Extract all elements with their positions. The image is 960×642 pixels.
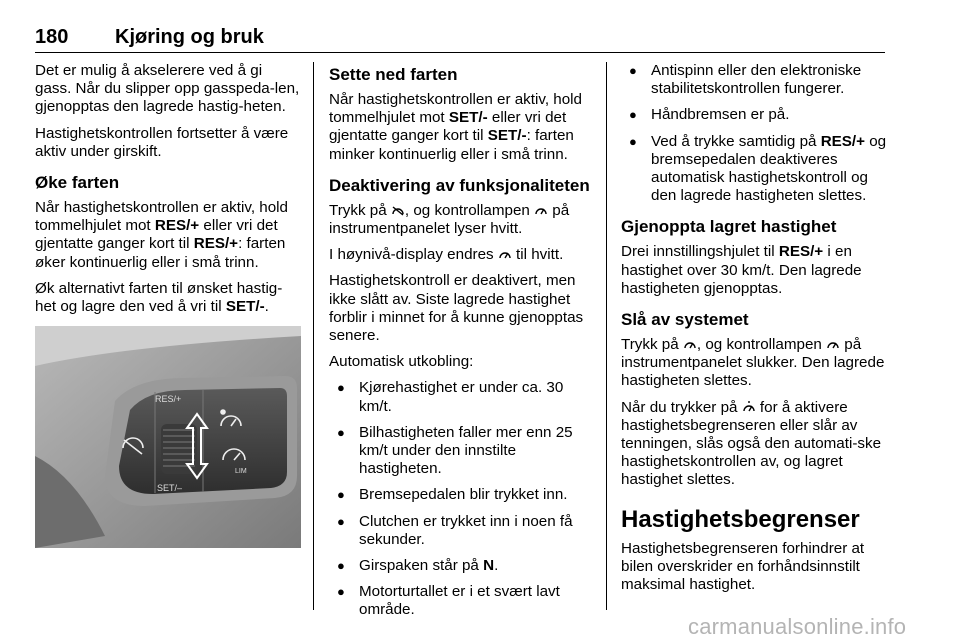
steering-wheel-controls-image xyxy=(35,326,301,548)
list-item: ● Bremsepedalen blir trykket inn. xyxy=(329,486,595,504)
page-number: 180 xyxy=(35,26,69,48)
cruise-control-lamp-icon xyxy=(826,338,840,350)
auto-disengage-list xyxy=(329,379,595,619)
paragraph: Det er mulig å akselerere ved å gi gass. Når du slipper opp gasspeda-len, gjenopptas den lagrede hastig-heten. xyxy=(35,62,300,116)
paragraph: Når hastighetskontrollen er aktiv, hold tommelhjulet mot SET/- eller vri det gjentatte ganger kort til SET/-: farten minker kontinuerlig eller i små trinn. xyxy=(329,91,582,163)
paragraph: Når du trykker på for å aktivere hastighetsbegrenseren eller slår av tenningen, slås også den automati-ske hastighetskontrollen av, og lagret hastighet slettes. xyxy=(621,398,882,489)
auto-disengage-list-continued xyxy=(621,62,887,205)
column-2 xyxy=(329,62,595,628)
section-heading-gjenoppta: Gjenoppta lagret hastighet xyxy=(621,217,837,237)
section-heading-hastighetsbegrenser: Hastighetsbegrenser xyxy=(621,505,860,533)
paragraph: Hastighetsbegrenseren forhindrer at bilen overskrider en forhåndsinnstilt maksimal hastighet. xyxy=(621,539,865,594)
paragraph: Trykk på , og kontrollampen på instrumentpanelet lyser hvitt. xyxy=(329,201,570,238)
list-item: ● Bilhastigheten faller mer enn 25 km/t under den innstilte hastigheten. xyxy=(329,424,595,479)
column-3 xyxy=(621,62,887,602)
paragraph: Trykk på , og kontrollampen på instrumentpanelet slukker. Den lagrede hastigheten slettes. xyxy=(621,336,885,390)
list-item: ● Girspaken står på N. xyxy=(329,557,595,575)
list-item: ● Motorturtallet er i et svært lavt område. xyxy=(329,583,595,619)
list-item: ● Ved å trykke samtidig på RES/+ og bremsepedalen deaktiveres automatisk hastighetskontroll og den lagrede hastigheten slettes. xyxy=(621,133,887,206)
cruise-control-lamp-icon xyxy=(534,204,548,216)
chapter-title: Kjøring og bruk xyxy=(115,26,264,48)
page-header xyxy=(35,22,885,53)
list-item: ● Kjørehastighet er under ca. 30 km/t. xyxy=(329,379,595,415)
paragraph: Drei innstillingshjulet til RES/+ i en hastighet over 30 km/t. Den lagrede hastigheten gjenopptas. xyxy=(621,243,862,297)
section-heading-oke-farten: Øke farten xyxy=(35,173,120,193)
column-1 xyxy=(35,62,301,548)
cruise-cancel-icon xyxy=(391,204,405,216)
list-item: ● Antispinn eller den elektroniske stabilitetskontrollen fungerer. xyxy=(621,62,887,98)
paragraph: Øk alternativt farten til ønsket hastig-het og lagre den ved å vri til SET/-. xyxy=(35,279,283,316)
lim-label: LIM xyxy=(235,468,247,476)
cruise-control-lamp-icon xyxy=(683,338,697,350)
res-label: RES/+ xyxy=(155,394,182,405)
section-heading-deaktivering: Deaktivering av funksjonaliteten xyxy=(329,175,590,195)
paragraph: Hastighetskontroll er deaktivert, men ikke slått av. Siste lagrede hastighet forblir i minnet for å kunne gjenopptas senere. xyxy=(329,272,584,345)
paragraph: Når hastighetskontrollen er aktiv, hold tommelhjulet mot RES/+ eller vri det gjentatte ganger kort til RES/+: farten øker kontinuerlig eller i små trinn. xyxy=(35,199,288,271)
section-heading-sette-ned-farten: Sette ned farten xyxy=(329,65,458,84)
paragraph: Automatisk utkobling: xyxy=(329,353,474,371)
list-item: ● Clutchen er trykket inn i noen få sekunder. xyxy=(329,513,595,549)
paragraph: Hastighetskontrollen fortsetter å være aktiv under girskift. xyxy=(35,124,289,160)
set-label: SET/– xyxy=(157,483,183,494)
watermark: carmanualsonline.info xyxy=(688,614,907,639)
cruise-control-lamp-icon xyxy=(498,248,512,260)
speed-limiter-icon xyxy=(742,401,756,413)
column-divider xyxy=(606,62,607,610)
column-divider xyxy=(313,62,314,610)
section-heading-sla-av: Slå av systemet xyxy=(621,310,749,330)
paragraph: I høynivå-display endres til hvitt. xyxy=(329,246,564,264)
list-item: ● Håndbremsen er på. xyxy=(621,106,887,124)
